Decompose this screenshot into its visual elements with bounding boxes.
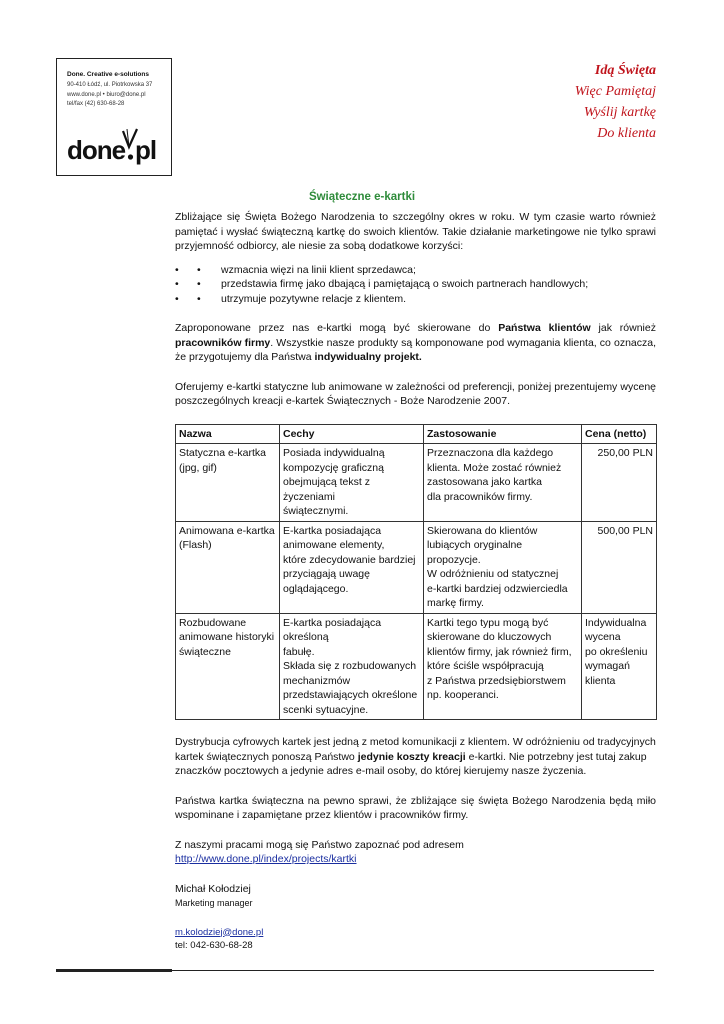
list-item: • • przedstawia firmę jako dbającą i pamiętającą o swoich partnerach handlowych;: [175, 277, 656, 292]
column-header: Cena (netto): [582, 424, 657, 444]
table-header-row: [176, 424, 657, 444]
portfolio-paragraph: Z naszymi pracami mogą się Państwo zapoznać pod adresem: [175, 838, 464, 851]
table-row: [176, 613, 657, 720]
slogan-line: Więc Pamiętaj: [574, 84, 656, 99]
cell-features: Posiada indywidualną kompozycję graficzną obejmującą tekst z życzeniami świątecznymi.: [280, 444, 424, 522]
company-name: Done. Creative e-solutions: [67, 71, 149, 78]
svg-text:pl: pl: [135, 135, 157, 165]
cell-usage: Kartki tego typu mogą być skierowane do kluczowych klientów firmy, jak również firm, które ściśle współpracują z Państwa przedsiębiorstwem np. kooperanci.: [424, 613, 582, 720]
list-item: • • utrzymuje pozytywne relacje z klientem.: [175, 292, 656, 307]
pricing-intro-paragraph: Oferujemy e-kartki statyczne lub animowane w zależności od preferencji, poniżej prezentujemy wycenę poszczególnych kreacji e-kartek Świątecznych - Boże Narodzenie 2007.: [175, 380, 656, 407]
christmas-slogan: [575, 60, 656, 144]
intro-paragraph: Zbliżające się Święta Bożego Narodzenia to szczególny okres w roku. W tym czasie warto również pamiętać i wysłać świąteczną kartkę do swoich klientów. Takie działanie marketingowe nie tylko sprawi przyjemność odbiorcy, ale niesie za sobą dodatkowe korzyści:: [175, 211, 656, 252]
done-logo: [67, 127, 163, 165]
address-line: www.done.pl • biuro@done.pl: [67, 91, 146, 98]
column-header: Nazwa: [176, 424, 280, 444]
table-row: [176, 521, 657, 613]
cell-name: Rozbudowane animowane historyki świąteczne: [176, 613, 280, 720]
cell-features: E-kartka posiadająca określoną fabułę. Składa się z rozbudowanych mechanizmów przedstawiających określone scenki sytuacyjne.: [280, 613, 424, 720]
footer-divider: [56, 970, 654, 971]
address-line: 90-410 Łódź, ul. Piotrkowska 37: [67, 82, 153, 88]
email-link[interactable]: m.kolodziej@done.pl: [175, 926, 264, 938]
svg-text:done: done: [67, 135, 126, 165]
cell-name: Statyczna e-kartka (jpg, gif): [176, 444, 280, 522]
column-header: Cechy: [280, 424, 424, 444]
cell-price: Indywidualna wycena po określeniu wymagań klienta: [582, 613, 657, 720]
portfolio-link[interactable]: http://www.done.pl/index/projects/kartki: [175, 853, 357, 865]
signature-name: Michał Kołodziej: [175, 882, 251, 895]
cell-price: 250,00 PLN: [582, 444, 657, 522]
slogan-line: Do klienta: [597, 126, 656, 141]
column-header: Zastosowanie: [424, 424, 582, 444]
offer-paragraph: Zaproponowane przez nas e-kartki mogą być skierowane do Państwa klientów jak również pracowników firmy. Wszystkie nasze produkty są komponowane pod wymagania klienta, co oznacza, że przygotujemy dla Państwa indywidualny projekt.: [175, 322, 657, 363]
table-row: [176, 444, 657, 522]
address-line: tel/fax (42) 630-68-28: [67, 101, 125, 107]
company-logo-box: [56, 58, 172, 176]
list-item: • • wzmacnia więzi na linii klient sprzedawca;: [175, 263, 656, 278]
pricing-table: [175, 424, 657, 721]
cell-usage: Skierowana do klientów lubiących oryginalne propozycje. W odróżnieniu od statycznej e-kartki bardziej odzwierciedla markę firmy.: [424, 521, 582, 613]
document-title: Świąteczne e-kartki: [308, 191, 416, 203]
cell-price: 500,00 PLN: [582, 521, 657, 613]
slogan-line: Wyślij kartkę: [583, 105, 656, 120]
document-body: [175, 210, 656, 952]
cell-name: Animowana e-kartka (Flash): [176, 521, 280, 613]
closing-paragraph: Państwa kartka świąteczna na pewno sprawi, że zbliżające się święta Bożego Narodzenia będą miło wspominane i zapamiętane przez klientów i pracowników firmy.: [175, 794, 656, 821]
slogan-line: Idą Święta: [594, 63, 656, 78]
company-address: [67, 81, 167, 110]
signature-phone: tel: 042-630-68-28: [175, 939, 253, 951]
distribution-paragraph: Dystrybucja cyfrowych kartek jest jedną z metod komunikacji z klientem. W odróżnieniu od tradycyjnych kartek świątecznych ponoszą Państwo jedynie koszty kreacji e-kartki. Nie potrzebny jest tutaj zakup znaczków pocztowych a jedynie adres e-mail osoby, do której kierujemy nasze życzenia.: [175, 736, 656, 777]
signature-role: Marketing manager: [175, 898, 253, 908]
benefits-list: [175, 263, 656, 307]
cell-usage: Przeznaczona dla każdego klienta. Może zostać również zastosowana jako kartka dla pracowników firmy.: [424, 444, 582, 522]
cell-features: E-kartka posiadająca animowane elementy, które zdecydowanie bardziej przyciągają uwagę oglądającego.: [280, 521, 424, 613]
